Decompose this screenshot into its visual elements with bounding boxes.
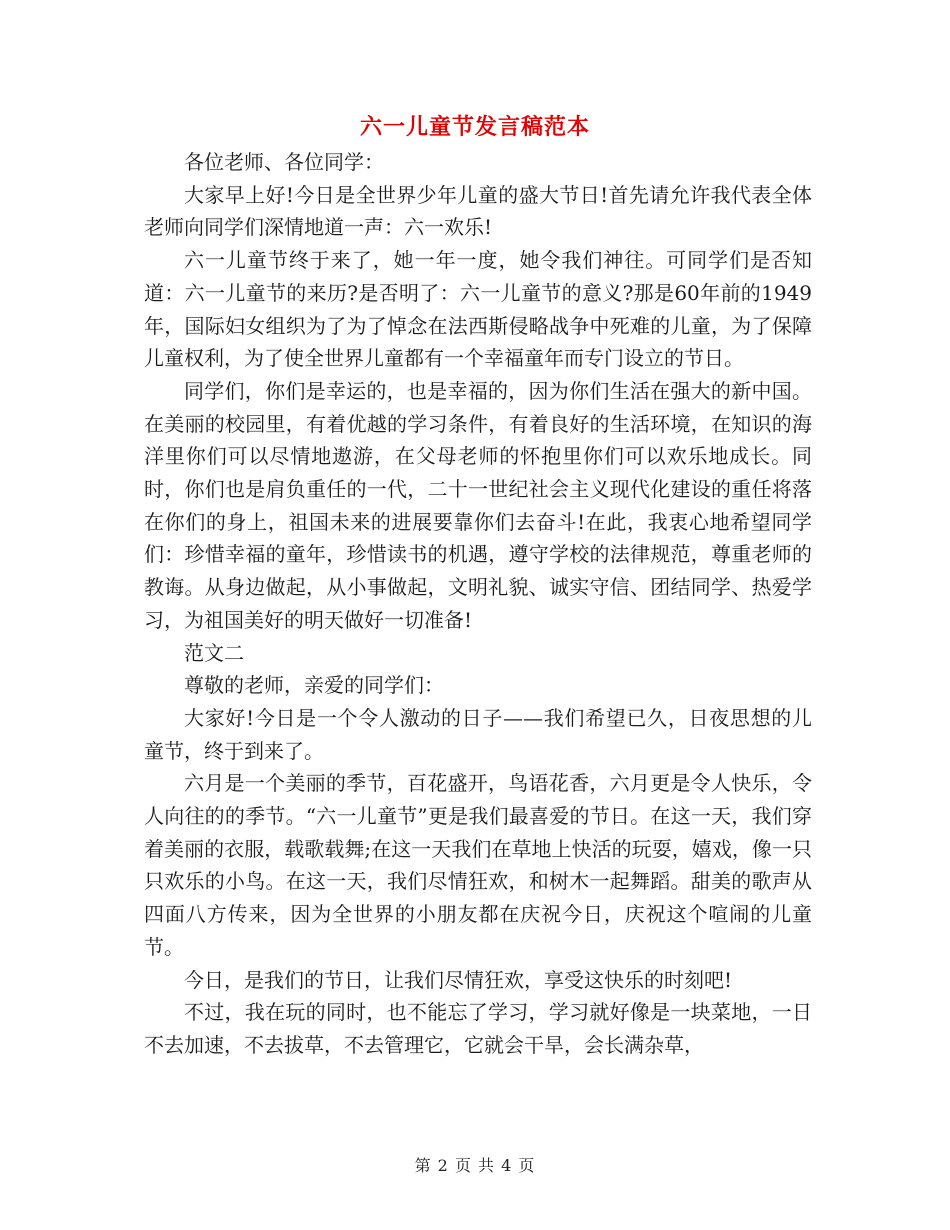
- paragraph-greeting-two: 尊敬的老师，亲爱的同学们：: [184, 673, 444, 698]
- paragraph-opening: 大家早上好!今日是全世界少年儿童的盛大节日!首先请允许我代表全体老师向同学们深情地道一声：六一欢乐!: [144, 182, 812, 240]
- document-title: 六一儿童节发言稿范本: [359, 114, 590, 140]
- section-heading-sample-two: 范文二: [184, 640, 244, 665]
- page-number-footer: 第 2 页 共 4 页: [414, 1156, 536, 1175]
- paragraph-celebrate: 今日，是我们的节日，让我们尽情狂欢，享受这快乐的时刻吧!: [184, 967, 733, 992]
- document-body: [144, 146, 812, 1062]
- paragraph-study: 不过，我在玩的同时，也不能忘了学习，学习就好像是一块菜地，一日不去加速，不去拔草，不去管理它，它就会干旱，会长满杂草，: [144, 1000, 812, 1057]
- paragraph-greeting: 各位老师、各位同学：: [184, 150, 384, 174]
- paragraph-history: 六一儿童节终于来了，她一年一度，她令我们神往。可同学们是否知道：六一儿童节的来历?是否明了：六一儿童节的意义?那是60年前的1949年，国际妇女组织为了为了悼念在法西斯侵略战争中死难的儿童，为了保障儿童权利，为了使全世界儿童都有一个幸福童年而专门设立的节日。: [144, 248, 812, 371]
- paragraph-hope: 同学们，你们是幸运的，也是幸福的，因为你们生活在强大的新中国。在美丽的校园里，有着优越的学习条件，有着良好的生活环境，在知识的海洋里你们可以尽情地遨游，在父母老师的怀抱里你们可以欢乐地成长。同时，你们也是肩负重任的一代，二十一世纪社会主义现代化建设的重任将落在你们的身上，祖国未来的进展要靠你们去奋斗!在此，我衷心地希望同学们：珍惜幸福的童年，珍惜读书的机遇，遵守学校的法律规范，尊重老师的教诲。从身边做起，从小事做起，文明礼貌、诚实守信、团结同学、热爱学习，为祖国美好的明天做好一切准备!: [144, 378, 812, 632]
- paragraph-june: 六月是一个美丽的季节，百花盛开，鸟语花香，六月更是令人快乐，令人向往的的季节。“六一儿童节”更是我们最喜爱的节日。在这一天，我们穿着美丽的衣服，载歌载舞;在这一天我们在草地上快活的玩耍，嬉戏，像一只只欢乐的小鸟。在这一天，我们尽情狂欢，和树木一起舞蹈。甜美的歌声从四面八方传来，因为全世界的小朋友都在庆祝今日，庆祝这个喧闹的儿童节。: [144, 771, 812, 959]
- paragraph-opening-two: 大家好!今日是一个令人激动的日子——我们希望已久，日夜思想的儿童节，终于到来了。: [144, 705, 812, 763]
